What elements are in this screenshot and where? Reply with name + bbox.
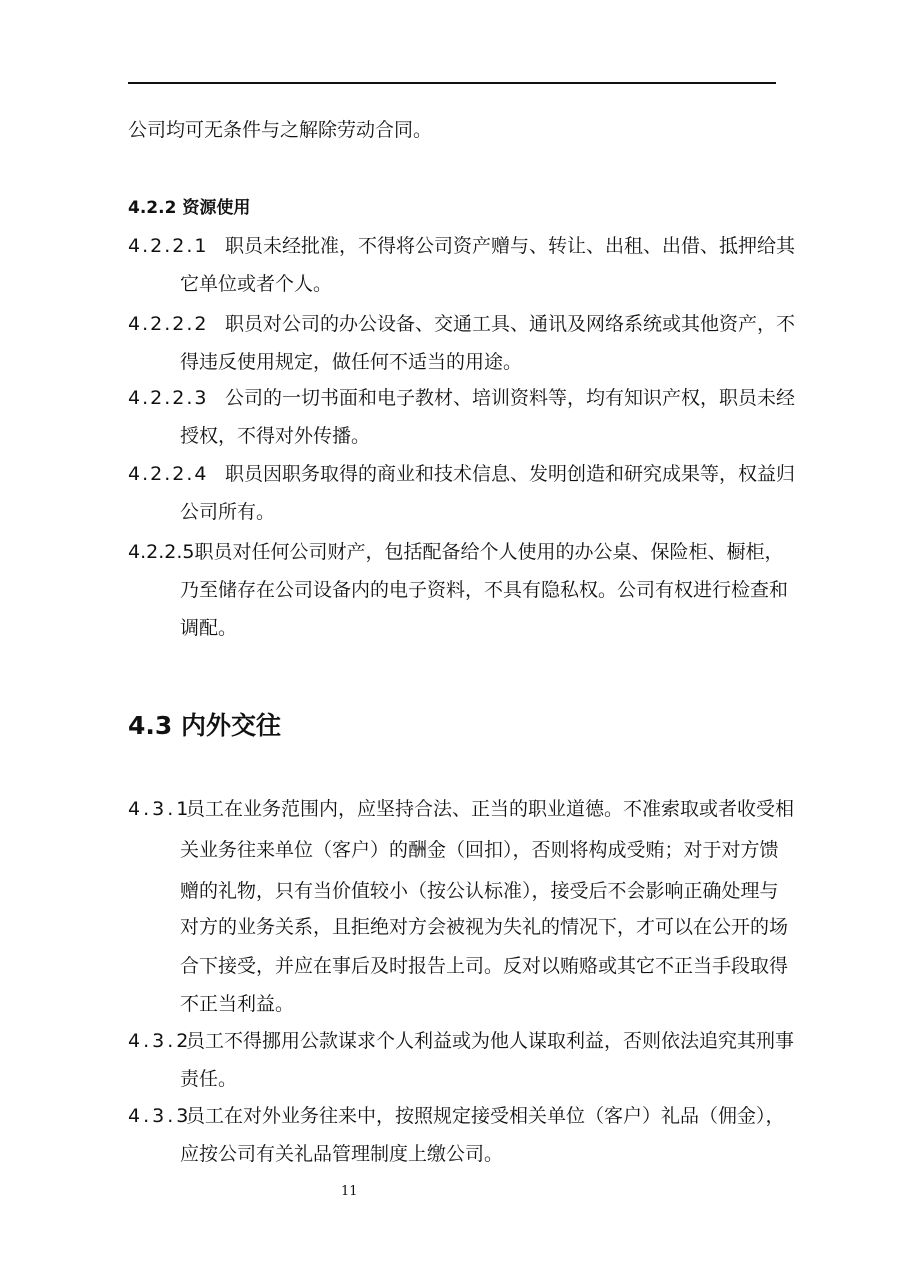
item-text: 对方的业务关系，且拒绝对方会被视为失礼的情况下，才可以在公开的场: [180, 916, 789, 938]
page-number: 11: [341, 1184, 358, 1199]
item-text: 4.2.2.5职员对任何公司财产，包括配备给个人使用的办公桌、保险柜、橱柜，: [128, 541, 784, 563]
item-text: 得违反使用规定，做任何不适当的用途。: [180, 351, 523, 373]
item-text: 公司所有。: [180, 501, 276, 523]
item-text: 乃至储存在公司设备内的电子资料，不具有隐私权。公司有权进行检查和: [180, 579, 789, 601]
item-number: 4.2.2.4: [128, 463, 209, 485]
item-text: 员工在业务范围内，应坚持合法、正当的职业道德。不准索取或者收受相: [186, 798, 795, 820]
item-text: 员工在对外业务往来中，按照规定接受相关单位（客户）礼品（佣金），: [186, 1105, 785, 1127]
item-text: 公司的一切书面和电子教材、培训资料等，均有知识产权，职员未经: [225, 387, 796, 409]
item-text: 应按公司有关礼品管理制度上缴公司。: [180, 1143, 504, 1165]
item-text: 职员未经批准，不得将公司资产赠与、转让、出租、出借、抵押给其: [225, 235, 796, 257]
item-number: 4.2.2.3: [128, 387, 209, 409]
item-text: 员工不得挪用公款谋求个人利益或为他人谋取利益，否则依法追究其刑事: [186, 1030, 795, 1052]
item-text: 关业务往来单位（客户）的酬金（回扣），否则将构成受贿；对于对方馈: [180, 839, 779, 861]
item-text: 它单位或者个人。: [180, 273, 333, 295]
item-text: 赠的礼物，只有当价值较小（按公认标准），接受后不会影响正确处理与: [180, 880, 779, 902]
item-text: 授权，不得对外传播。: [180, 425, 371, 447]
continuation-text: 公司均可无条件与之解除劳动合同。: [128, 119, 433, 141]
item-number: 4.3.1: [128, 798, 192, 820]
header-rule: [128, 82, 776, 84]
item-text: 责任。: [180, 1068, 238, 1090]
item-text: 职员对公司的办公设备、交通工具、通讯及网络系统或其他资产，不: [225, 313, 796, 335]
item-text: 调配。: [180, 617, 238, 639]
item-text: 职员因职务取得的商业和技术信息、发明创造和研究成果等，权益归: [225, 463, 796, 485]
item-number: 4.2.2.2: [128, 313, 209, 335]
section-heading-4-3: 4.3 内外交往: [128, 711, 281, 740]
section-heading-4-2-2: 4.2.2 资源使用: [128, 198, 251, 218]
item-text: 合下接受，并应在事后及时报告上司。反对以贿赂或其它不正当手段取得: [180, 955, 789, 977]
item-text: 不正当利益。: [180, 993, 295, 1015]
item-number: 4.3.2: [128, 1030, 192, 1052]
item-number: 4.3.3: [128, 1105, 192, 1127]
item-number: 4.2.2.1: [128, 235, 209, 257]
